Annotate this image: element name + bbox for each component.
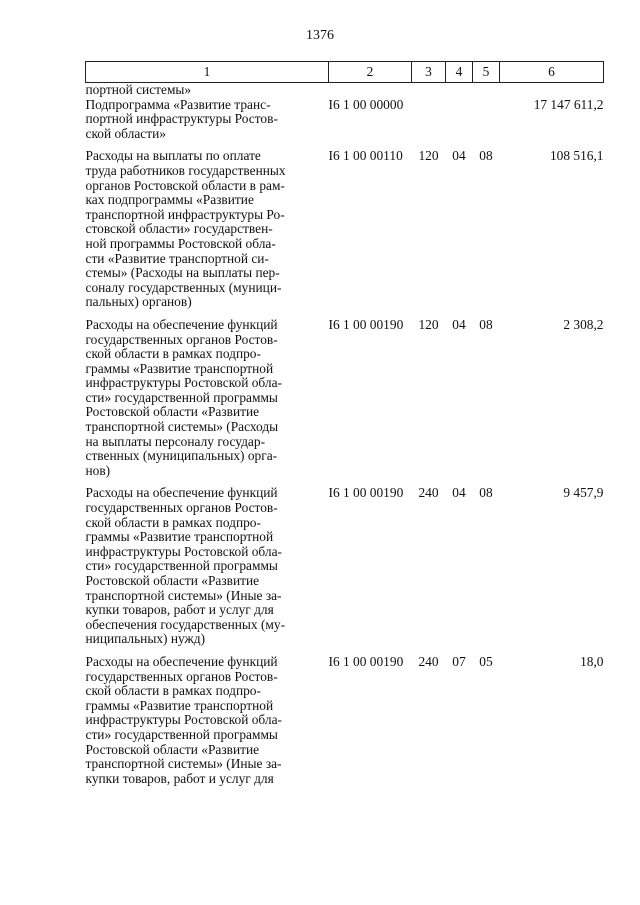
table-row bbox=[86, 478, 604, 647]
row-description bbox=[86, 478, 329, 647]
expense-type-code: 240 bbox=[418, 485, 439, 501]
description-line: ственных (муниципальных) орга- bbox=[85, 448, 278, 464]
table-row bbox=[86, 141, 604, 310]
description-line: сти «Развитие транспортной си- bbox=[85, 250, 269, 266]
target-article-code: I6 1 00 00190 bbox=[328, 316, 404, 332]
header-col-6: 6 bbox=[500, 62, 604, 83]
continuation-text bbox=[86, 83, 329, 98]
description-line: транспортной системы» (Расходы bbox=[85, 419, 279, 435]
description-line: ках подпрограммы «Развитие bbox=[85, 192, 254, 208]
amount-value: 9 457,9 bbox=[563, 485, 604, 501]
section-code: 04 bbox=[452, 316, 466, 332]
row-description bbox=[86, 647, 329, 786]
description-line: Ростовской области «Развитие bbox=[85, 404, 260, 420]
description-line: транспортной системы» (Иные за- bbox=[85, 756, 282, 772]
continuation-line: портной системы» bbox=[85, 82, 192, 97]
description-line: органов Ростовской области в рам- bbox=[85, 177, 285, 193]
description-line: граммы «Развитие транспортной bbox=[85, 360, 274, 376]
description-line: купки товаров, работ и услуг для bbox=[85, 770, 274, 786]
section-code: 04 bbox=[452, 148, 466, 164]
amount-value: 18,0 bbox=[580, 653, 604, 669]
expense-type-code: 120 bbox=[418, 316, 439, 332]
description-line: Расходы на обеспечение функций bbox=[85, 485, 278, 501]
description-line: инфраструктуры Ростовской обла- bbox=[85, 375, 282, 391]
target-article-code: I6 1 00 00110 bbox=[328, 148, 403, 164]
header-col-1: 1 bbox=[86, 62, 329, 83]
description-line: ской области в рамках подпро- bbox=[85, 514, 261, 530]
budget-table bbox=[85, 61, 604, 786]
page-number: 1376 bbox=[306, 28, 334, 43]
section-code: 07 bbox=[452, 653, 466, 669]
subsection-code bbox=[473, 98, 500, 142]
description-line: государственных органов Ростов- bbox=[85, 331, 278, 347]
description-line: Ростовской области «Развитие bbox=[85, 573, 260, 588]
description-line: инфраструктуры Ростовской обла- bbox=[85, 543, 282, 559]
header-col-3: 3 bbox=[412, 62, 446, 83]
description-line: обеспечения государственных (му- bbox=[85, 616, 286, 632]
description-line: стовской области» государствен- bbox=[85, 221, 273, 237]
header-row bbox=[86, 62, 604, 83]
description-line: государственных органов Ростов- bbox=[85, 500, 278, 516]
description-line: ниципальных) нужд) bbox=[85, 631, 206, 647]
expense-type-code bbox=[412, 98, 446, 142]
header-col-5: 5 bbox=[473, 62, 500, 83]
description-line: Подпрограмма «Развитие транс- bbox=[85, 96, 271, 112]
table-row bbox=[86, 98, 604, 142]
header-col-4: 4 bbox=[446, 62, 473, 83]
target-article-code: I6 1 00 00190 bbox=[328, 485, 404, 501]
description-line: труда работников государственных bbox=[85, 162, 286, 178]
subsection-code: 08 bbox=[479, 316, 493, 332]
description-line: на выплаты персоналу государ- bbox=[85, 433, 266, 449]
description-line: Ростовской области «Развитие bbox=[85, 741, 260, 757]
row-description bbox=[86, 98, 329, 142]
description-line: Расходы на обеспечение функций bbox=[85, 316, 278, 332]
description-line: нов) bbox=[85, 462, 111, 478]
row-description bbox=[86, 141, 329, 310]
description-line: ской области в рамках подпро- bbox=[85, 683, 261, 699]
expense-type-code: 120 bbox=[418, 148, 439, 164]
description-line: ской области в рамках подпро- bbox=[85, 346, 261, 362]
description-line: транспортной инфраструктуры Ро- bbox=[85, 206, 285, 222]
table-row bbox=[86, 647, 604, 786]
description-line: инфраструктуры Ростовской обла- bbox=[85, 712, 282, 728]
description-line: сти» государственной программы bbox=[85, 558, 278, 574]
header-col-2: 2 bbox=[329, 62, 412, 83]
description-line: ской области» bbox=[85, 125, 166, 141]
description-line: Расходы на выплаты по оплате bbox=[85, 148, 261, 164]
target-article-code: I6 1 00 00190 bbox=[328, 653, 404, 669]
description-line: транспортной системы» (Иные за- bbox=[85, 587, 282, 603]
row-description bbox=[86, 310, 329, 479]
description-line: пальных) органов) bbox=[85, 294, 192, 310]
description-line: стемы» (Расходы на выплаты пер- bbox=[85, 265, 280, 281]
description-line: граммы «Развитие транспортной bbox=[85, 529, 274, 545]
subsection-code: 08 bbox=[479, 485, 493, 501]
description-line: граммы «Развитие транспортной bbox=[85, 697, 274, 713]
amount-value: 2 308,2 bbox=[563, 316, 604, 332]
description-line: ной программы Ростовской обла- bbox=[85, 235, 276, 251]
expense-type-code: 240 bbox=[418, 653, 439, 669]
description-line: Расходы на обеспечение функций bbox=[85, 653, 278, 669]
section-code: 04 bbox=[452, 485, 466, 501]
description-line: сти» государственной программы bbox=[85, 726, 278, 742]
subsection-code: 05 bbox=[479, 653, 493, 669]
description-line: купки товаров, работ и услуг для bbox=[85, 602, 274, 618]
description-line: сти» государственной программы bbox=[85, 389, 278, 405]
description-line: государственных органов Ростов- bbox=[85, 668, 278, 684]
section-code bbox=[446, 98, 473, 142]
subsection-code: 08 bbox=[479, 148, 493, 164]
table-row bbox=[86, 310, 604, 479]
target-article-code: I6 1 00 00000 bbox=[328, 96, 404, 112]
description-line: портной инфраструктуры Ростов- bbox=[85, 111, 278, 127]
description-line: соналу государственных (муници- bbox=[85, 279, 282, 295]
amount-value: 17 147 611,2 bbox=[533, 96, 604, 112]
continuation-row bbox=[86, 83, 604, 98]
amount-value: 108 516,1 bbox=[549, 148, 604, 164]
